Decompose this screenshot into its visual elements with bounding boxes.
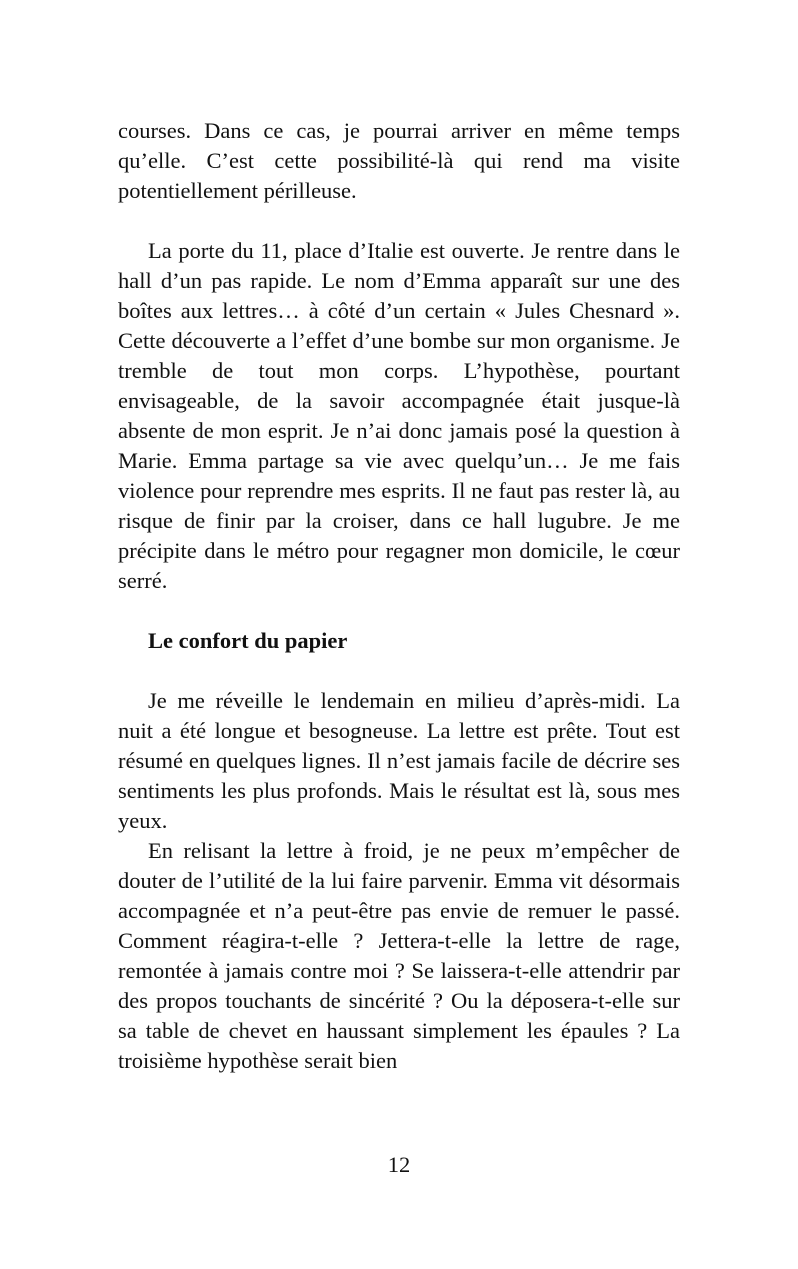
page-number: 12 [387, 1152, 411, 1177]
paragraph-continuation: courses. Dans ce cas, je pourrai arriver en même temps qu’elle. C’est cette possibilité-là qui rend ma visite potentiellement périlleuse. [118, 118, 680, 203]
heading-spacer [118, 656, 680, 686]
paragraph-hall: La porte du 11, place d’Italie est ouverte. Je rentre dans le hall d’un pas rapide. Le nom d’Emma apparaît sur une des boîtes aux lettres… à côté d’un certain « Jules Chesnard ». Cette découverte a l’effet d’une bombe sur mon organisme. Je tremble de tout mon corps. L’hypothèse, pourtant envisageable, de la savoir accompagnée était jusque-là absente de mon esprit. Je n’ai donc jamais posé la question à Marie. Emma partage sa vie avec quelqu’un… Je me fais violence pour reprendre mes esprits. Il ne faut pas rester là, au risque de finir par la croiser, dans ce hall lugubre. Je me précipite dans le métro pour regagner mon domicile, le cœur serré. [118, 238, 680, 593]
paragraph-doubt: En relisant la lettre à froid, je ne peux m’empêcher de douter de l’utilité de la lui faire parvenir. Emma vit désormais accompagnée et n’a peut-être pas envie de remuer le passé. Comment réagira-t-elle ? Jettera-t-elle la lettre de rage, remontée à jamais contre moi ? Se laissera-t-elle attendrir par des propos touchants de sincérité ? Ou la déposera-t-elle sur sa table de chevet en haussant simplement les épaules ? La troisième hypothèse serait bien [118, 838, 680, 1073]
paragraph-letter: Je me réveille le lendemain en milieu d’après-midi. La nuit a été longue et besogneuse. La lettre est prête. Tout est résumé en quelques lignes. Il n’est jamais facile de décrire ses sentiments les plus profonds. Mais le résultat est là, sous mes yeux. [118, 688, 680, 833]
section-spacer [118, 596, 680, 626]
section-heading: Le confort du papier [148, 628, 348, 653]
paragraph-spacer [118, 206, 680, 236]
page-body [118, 116, 680, 1076]
